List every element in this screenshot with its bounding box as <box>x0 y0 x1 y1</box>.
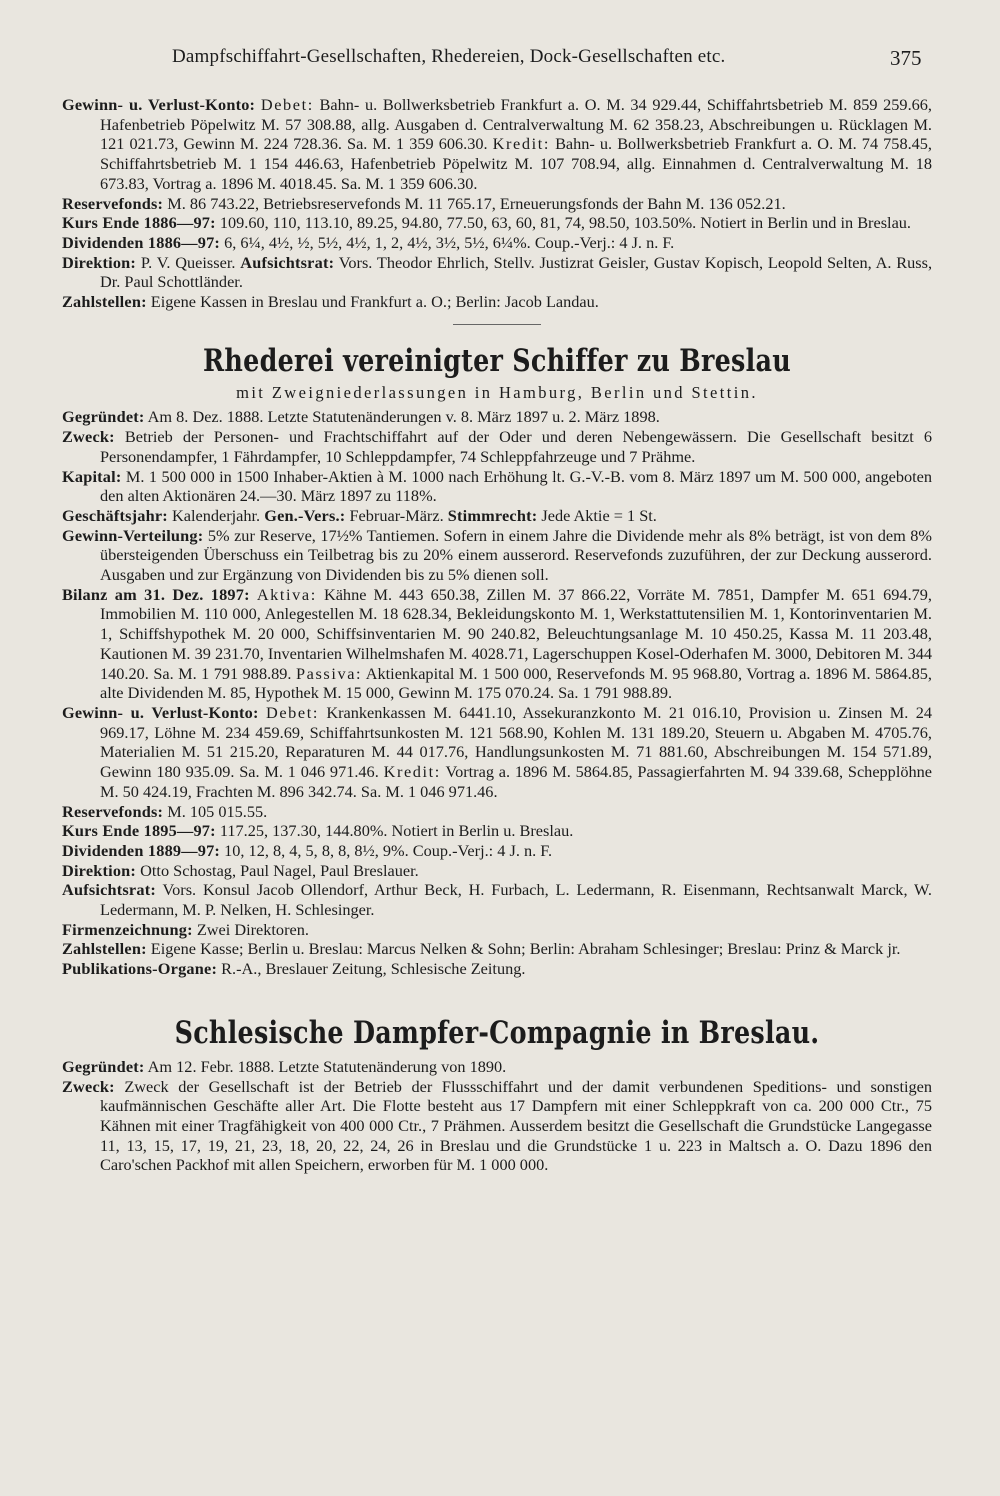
entry-label: Gewinn-Verteilung: <box>62 525 204 545</box>
entry-geschaeftsjahr <box>62 506 932 526</box>
entry-label: Dividenden 1886—97: <box>62 232 221 252</box>
entry-zahlstellen <box>62 939 932 959</box>
entry-text: Kalenderjahr. <box>171 505 261 525</box>
entry-label: Direktion: <box>62 252 137 272</box>
entry-text: Eigene Kassen in Breslau und Frankfurt a. O.; Berlin: Jacob Landau. <box>150 292 599 312</box>
entry-direktion <box>62 861 932 881</box>
entry-label: Kurs Ende 1886—97: <box>62 213 216 233</box>
kredit-text: Bahn- u. Bollwerksbetrieb Frankfurt a. O. M. 74 758.45, Schiffahrtsbetrieb M. 1 154 446.63, Hafenbetrieb Pöpelwitz M. 107 708.94, allg. Einnahmen d. Centralverwaltung M. 18 673.83, Vortrag a. 1896 M. 4018.45. Sa. M. 1 359 606.30. <box>100 134 933 193</box>
entry-text: R.-A., Breslauer Zeitung, Schlesische Zeitung. <box>221 959 526 979</box>
entry-label: Dividenden 1889—97: <box>62 840 221 860</box>
running-head: Dampfschiffahrt-Gesellschaften, Rhedereien, Dock-Gesellschaften etc. <box>172 46 726 67</box>
entry-gewinn-verteilung <box>62 526 932 585</box>
entry-reservefonds <box>62 194 932 214</box>
entry-text: Am 12. Febr. 1888. Letzte Statutenänderung von 1890. <box>147 1056 507 1076</box>
entry-zahlstellen <box>62 292 932 312</box>
section-divider <box>453 324 541 325</box>
company-subtitle: mit Zweigniederlassungen in Hamburg, Berlin und Stettin. <box>236 382 758 402</box>
entry-zweck <box>62 1077 932 1176</box>
passiva-text: Aktienkapital M. 1 500 000, Reservefonds M. 95 968.80, Vortrag a. 1896 M. 5864.85, alte Dividenden M. 85, Hypothek M. 15 000, Gewinn M. 175 070.24. Sa. 1 791 988.89. <box>100 663 932 703</box>
kredit-text: Vortrag a. 1896 M. 5864.85, Passagierfahrten M. 94 339.68, Schepplöhne M. 50 424.19, Frachten M. 896 342.74. Sa. M. 1 046 971.46. <box>100 762 932 801</box>
aktiva-text: Kähne M. 443 650.38, Zillen M. 37 866.22, Vorräte M. 7851, Dampfer M. 651 694.79, Immobilien M. 110 000, Anlegestellen M. 18 628.34, Bekleidungskonto M. 1, Werkstattutensilien M. 1, Kontorinventarien M. 1, Schiffshypothek M. 20 000, Schiffsinventarien M. 90 240.82, Beleuchtungsanlage M. 10 450.25, Kassa M. 11 203.48, Kautionen M. 39 231.70, Inventarien Wilhelmshafen M. 4028.71, Lagerschuppen Kosel-Oderhafen M. 3000, Debitoren M. 344 140.20. Sa. M. 1 791 988.89. <box>100 584 932 683</box>
aktiva-label: Aktiva: <box>256 584 317 604</box>
entry-bilanz <box>62 585 932 703</box>
entry-text: Zweck der Gesellschaft ist der Betrieb der Flussschiffahrt und der damit verbundenen Speditions- und sonstigen kaufmännischen Geschäfte aller Art. Die Flotte besteht aus 17 Dampfern mit einer Schleppkraft von ca. 200 000 Ctr., 75 Kähnen mit einer Tragfähigkeit von 400 000 Ctr., 7 Prähmen. Ausserdem besitzt die Gesellschaft die Grundstücke Langegasse 11, 13, 15, 17, 19, 21, 23, 18, 20, 22, 24, 26 in Breslau und die Grundstücke 1 u. 223 in Maltsch a. O. Dazu 1896 den Caro'schen Packhof mit allen Speichern, erworben für M. 1 000 000. <box>100 1076 932 1175</box>
entry-dividenden <box>62 233 932 253</box>
entry-text: 10, 12, 8, 4, 5, 8, 8, 8½, 9%. Coup.-Verj.: 4 J. n. F. <box>224 840 553 860</box>
stimmrecht-text: Jede Aktie = 1 St. <box>541 505 657 525</box>
entry-text: 5% zur Reserve, 17½% Tantiemen. Sofern in einem Jahre die Dividende mehr als 8% beträgt, ist von dem 8% übersteigenden Überschuss ein Teilbetrag bis zu 20% einem ausserord. Reservefonds zuzuführen, der zur Deckung ausserord. Ausgaben und zur Ergänzung von Dividenden bis zu 5% dienen soll. <box>100 525 932 585</box>
entry-aufsichtsrat <box>62 880 932 919</box>
entry-kapital <box>62 467 932 506</box>
entry-gewinn-verlust <box>62 95 932 194</box>
entry-text: Vors. Konsul Jacob Ollendorf, Arthur Beck, H. Furbach, L. Ledermann, R. Eisenmann, Rechtsanwalt Marck, W. Ledermann, M. P. Nelken, H. Schlesinger. <box>100 880 932 920</box>
genvers-text: Februar-März. <box>349 505 444 525</box>
entry-gegruendet <box>62 1057 932 1077</box>
entry-label: Gewinn- u. Verlust-Konto: <box>62 95 256 114</box>
company-title: Rhederei vereinigter Schiffer zu Breslau <box>203 342 791 379</box>
kredit-label: Kredit: <box>492 134 550 154</box>
entry-gewinn-verlust <box>62 703 932 802</box>
genvers-label: Gen.-Vers.: <box>264 505 346 525</box>
entry-text: M. 1 500 000 in 1500 Inhaber-Aktien à M. 1000 nach Erhöhung lt. G.-V.-B. vom 8. März 1897 um M. 500 000, angeboten den alten Aktionären 24.—30. März 1897 zu 118%. <box>100 466 932 506</box>
entry-text: 6, 6¼, 4½, ½, 5½, 4½, 1, 2, 4½, 3½, 5½, 6¼%. Coup.-Verj.: 4 J. n. F. <box>224 232 675 252</box>
stimmrecht-label: Stimmrecht: <box>447 505 538 525</box>
entry-kurs <box>62 213 932 233</box>
entry-label: Kurs Ende 1895—97: <box>62 821 216 841</box>
entry-text: P. V. Queisser. <box>140 252 236 272</box>
entry-label: Firmenzeichnung: <box>62 919 193 939</box>
page-number: 375 <box>890 46 922 70</box>
entry-label: Zahlstellen: <box>62 939 147 959</box>
entry-dividenden <box>62 841 932 861</box>
entry-text: 117.25, 137.30, 144.80%. Notiert in Berlin u. Breslau. <box>219 821 574 841</box>
entry-label: Bilanz am 31. Dez. 1897: <box>62 584 250 604</box>
debet-label: Debet: <box>260 95 314 114</box>
entry-publikationsorgane <box>62 959 932 979</box>
entry-text: Eigene Kasse; Berlin u. Breslau: Marcus Nelken & Sohn; Berlin: Abraham Schlesinger; Breslau: Prinz & Marck jr. <box>150 939 901 959</box>
entry-label: Kapital: <box>62 466 122 486</box>
debet-label: Debet: <box>265 702 319 722</box>
entry-direktion <box>62 253 932 292</box>
page-header <box>0 46 1000 78</box>
entry-label: Reservefonds: <box>62 193 164 213</box>
kredit-label: Kredit: <box>383 762 441 782</box>
entry-text: Betrieb der Personen- und Frachtschiffahrt auf der Oder und deren Nebengewässern. Die Gesellschaft besitzt 6 Personendampfer, 1 Fährdampfer, 10 Schleppdampfer, 74 Schleppfahrzeuge und 7 Prähme. <box>100 427 932 466</box>
company-title: Schlesische Dampfer-Compagnie in Breslau. <box>174 1014 820 1051</box>
entry-label: Direktion: <box>62 860 137 880</box>
entry-firmenzeichnung <box>62 920 932 940</box>
entry-kurs <box>62 821 932 841</box>
entry-label: Zweck: <box>62 427 115 447</box>
entry-label: Zahlstellen: <box>62 292 147 312</box>
entry-text: M. 105 015.55. <box>167 801 268 821</box>
entry-text: Am 8. Dez. 1888. Letzte Statutenänderungen v. 8. März 1897 u. 2. März 1898. <box>147 407 660 427</box>
entry-label: Gewinn- u. Verlust-Konto: <box>62 702 259 722</box>
entry-label: Publikations-Organe: <box>62 959 218 979</box>
entry-text: Zwei Direktoren. <box>196 919 309 939</box>
entry-text: Otto Schostag, Paul Nagel, Paul Breslauer. <box>140 860 419 880</box>
entry-label: Gegründet: <box>62 1056 145 1076</box>
entry-label: Zweck: <box>62 1076 115 1096</box>
entry-label: Reservefonds: <box>62 801 164 821</box>
aufsichtsrat-label: Aufsichtsrat: <box>240 252 335 272</box>
entry-label: Aufsichtsrat: <box>62 880 156 900</box>
aufsichtsrat-text: Vors. Theodor Ehrlich, Stellv. Justizrat Geisler, Gustav Kopisch, Leopold Selten, A. Russ, Dr. Paul Schottländer. <box>100 252 933 292</box>
debet-text: Bahn- u. Bollwerksbetrieb Frankfurt a. O. M. 34 929.44, Schiffahrtsbetrieb M. 859 259.66, Hafenbetrieb Pöpelwitz M. 57 308.88, allg. Ausgaben d. Centralverwaltung M. 62 358.23, Abschreibungen u. Rücklagen M. 121 021.73, Gewinn M. 224 728.36. Sa. M. 1 359 606.30. <box>100 95 932 154</box>
entry-label: Gegründet: <box>62 407 145 427</box>
entry-gegruendet <box>62 407 932 427</box>
entry-text: M. 86 743.22, Betriebsreservefonds M. 11 765.17, Erneuerungsfonds der Bahn M. 136 052.21. <box>167 193 786 213</box>
debet-text: Krankenkassen M. 6441.10, Assekuranzkonto M. 21 016.10, Provision u. Zinsen M. 24 969.17, Löhne M. 234 459.69, Schiffahrtsunkosten M. 121 568.90, Kohlen M. 131 189.20, Steuern u. Abgaben M. 4705.76, Materialien M. 51 215.20, Reparaturen M. 44 017.76, Handlungsunkosten M. 71 881.60, Abschreibungen M. 154 571.89, Gewinn 180 935.09. Sa. M. 1 046 971.46. <box>100 702 932 782</box>
entry-text: 109.60, 110, 113.10, 89.25, 94.80, 77.50, 63, 60, 81, 74, 98.50, 103.50%. Notiert in Berlin und in Breslau. <box>219 213 912 233</box>
entry-zweck <box>62 427 932 466</box>
entry-reservefonds <box>62 802 932 822</box>
entry-label: Geschäftsjahr: <box>62 505 168 525</box>
page-content <box>62 95 932 1175</box>
passiva-label: Passiva: <box>296 663 363 683</box>
